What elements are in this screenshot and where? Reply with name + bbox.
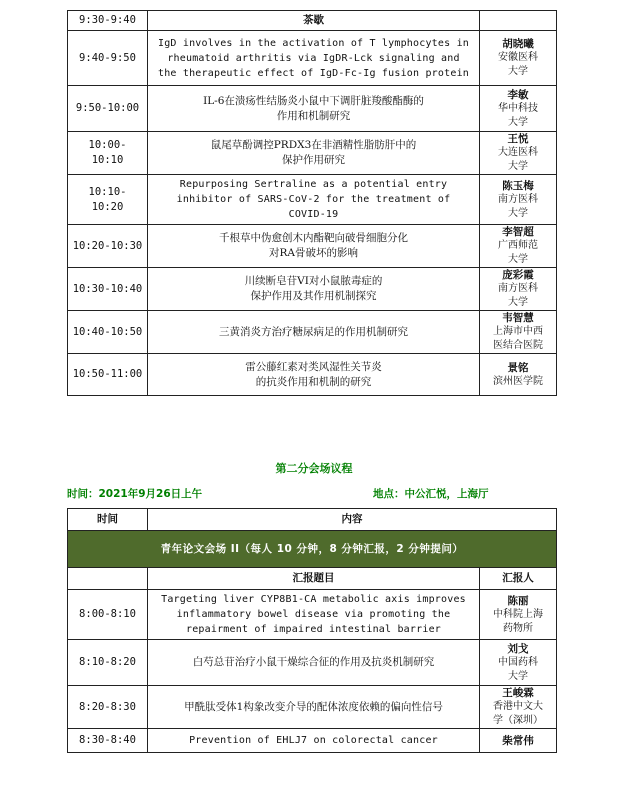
- talk-title: 甲酰肽受体1构象改变介导的配体浓度依赖的偏向性信号: [148, 686, 480, 729]
- speaker-affiliation: 大学: [508, 297, 528, 308]
- talk-title: 三黄消炎方治疗糖尿病足的作用机制研究: [148, 311, 480, 354]
- agenda-table-1: [67, 10, 557, 396]
- speaker-cell: [480, 175, 557, 225]
- talk-title: Targeting liver CYP8B1-CA metabolic axis improves inflammatory bowel disease via promoting the repairment of impaired intestinal barrier: [148, 590, 480, 640]
- speaker-cell: [480, 86, 557, 132]
- session-location: 地点：中公汇悦，上海厅: [373, 488, 489, 500]
- speaker-affiliation: 安徽医科: [498, 52, 538, 63]
- speaker-affiliation: 香港中文大: [493, 701, 543, 712]
- speaker-affiliation: 中科院上海: [493, 608, 543, 620]
- time-cell: 10:10- 10:20: [68, 175, 148, 225]
- speaker-cell: [480, 686, 557, 729]
- time-cell: 10:20-10:30: [68, 225, 148, 268]
- speaker-name: 庞彩霞: [502, 269, 534, 281]
- speaker-affiliation: 大学: [508, 254, 528, 265]
- subheader-empty: [68, 568, 148, 590]
- time-cell: 8:30-8:40: [68, 729, 148, 753]
- subheader-speaker: 汇报人: [480, 568, 557, 590]
- table-row: [68, 686, 557, 729]
- speaker-cell: [480, 729, 557, 753]
- speaker-affiliation: 大学: [508, 161, 528, 172]
- table-row: [68, 175, 557, 225]
- speaker-affiliation: 南方医科: [498, 193, 538, 205]
- time-cell: 9:40-9:50: [68, 31, 148, 86]
- time-cell: 9:50-10:00: [68, 86, 148, 132]
- time-cell: 8:00-8:10: [68, 590, 148, 640]
- table-row: [68, 31, 557, 86]
- speaker-cell: [480, 354, 557, 396]
- table-row: [68, 640, 557, 686]
- subheader-title: 汇报题目: [148, 568, 480, 590]
- speaker-affiliation: 药物所: [503, 622, 533, 634]
- talk-title: 千根草中伪愈创木内酯靶向破骨细胞分化 对RA骨破坏的影响: [148, 225, 480, 268]
- table-row: [68, 11, 557, 31]
- table-row: [68, 268, 557, 311]
- table-row: [68, 225, 557, 268]
- table-row: [68, 729, 557, 753]
- speaker-cell: [480, 268, 557, 311]
- talk-title: 鼠尾草酚调控PRDX3在非酒精性脂肪肝中的 保护作用研究: [148, 132, 480, 175]
- speaker-affiliation: 滨州医学院: [493, 375, 543, 387]
- time-cell: 10:50-11:00: [68, 354, 148, 396]
- speaker-name: 胡晓曦: [502, 38, 534, 50]
- speaker-name: 王峻霖: [502, 687, 534, 699]
- speaker-affiliation: 大学: [508, 207, 528, 219]
- time-cell: 8:10-8:20: [68, 640, 148, 686]
- speaker-name: 李智超: [502, 226, 534, 238]
- speaker-name: 景铭: [507, 361, 529, 374]
- speaker-cell: [480, 11, 557, 31]
- speaker-cell: [480, 31, 557, 86]
- time-cell: 10:40-10:50: [68, 311, 148, 354]
- talk-title: 川续断皂苷VI对小鼠脓毒症的 保护作用及其作用机制探究: [148, 268, 480, 311]
- speaker-affiliation: 大学: [508, 116, 528, 128]
- speaker-affiliation: 大学: [508, 670, 528, 682]
- session-time: 时间：2021年9月26日上午: [67, 488, 203, 500]
- time-cell: 10:00- 10:10: [68, 132, 148, 175]
- speaker-cell: [480, 640, 557, 686]
- speaker-name: 陈玉梅: [502, 179, 534, 192]
- speaker-cell: [480, 225, 557, 268]
- talk-title: Repurposing Sertraline as a potential entry inhibitor of SARS-CoV-2 for the treatment of COVID-19: [148, 175, 480, 225]
- speaker-affiliation: 广西师范: [498, 240, 538, 251]
- speaker-name: 王悦: [507, 133, 529, 145]
- talk-title: 白芍总苷治疗小鼠干燥综合征的作用及抗炎机制研究: [148, 640, 480, 686]
- time-cell: 10:30-10:40: [68, 268, 148, 311]
- subheader-row: [68, 568, 557, 590]
- table-row: [68, 311, 557, 354]
- speaker-affiliation: 南方医科: [498, 283, 538, 294]
- table-row: [68, 86, 557, 132]
- speaker-affiliation: 中国药科: [498, 656, 538, 668]
- speaker-name: 柴常伟: [502, 734, 534, 747]
- talk-title: Prevention of EHLJ7 on colorectal cancer: [148, 729, 480, 753]
- speaker-affiliation: 大学: [508, 66, 528, 77]
- time-cell: 8:20-8:30: [68, 686, 148, 729]
- agenda-table-2: [67, 508, 557, 753]
- speaker-affiliation: 学（深圳）: [493, 715, 543, 726]
- speaker-name: 刘戈: [507, 642, 529, 655]
- section-title: 第二分会场议程: [275, 462, 353, 475]
- speaker-name: 陈丽: [507, 594, 529, 607]
- talk-title: IL-6在溃疡性结肠炎小鼠中下调肝脏羧酸酯酶的 作用和机制研究: [148, 86, 480, 132]
- speaker-name: 韦智慧: [502, 312, 534, 324]
- talk-title: IgD involves in the activation of T lymphocytes in rheumatoid arthritis via IgDR-Lck signaling and the therapeutic effect of IgD-Fc-Ig fusion protein: [148, 31, 480, 86]
- table-row: [68, 590, 557, 640]
- speaker-affiliation: 华中科技: [498, 102, 538, 114]
- talk-title: 雷公藤红素对类风湿性关节炎 的抗炎作用和机制的研究: [148, 354, 480, 396]
- time-cell: 9:30-9:40: [68, 11, 148, 31]
- speaker-affiliation: 上海市中西: [493, 326, 543, 337]
- table-row: [68, 354, 557, 396]
- speaker-cell: [480, 311, 557, 354]
- speaker-cell: [480, 132, 557, 175]
- speaker-affiliation: 医结合医院: [493, 340, 543, 351]
- header-time: 时间: [68, 509, 148, 531]
- session-banner: 青年论文会场 II（每人 10 分钟，8 分钟汇报，2 分钟提问）: [68, 531, 557, 568]
- break-cell: 茶歇: [148, 11, 480, 31]
- table-header-row: [68, 509, 557, 531]
- table-row: [68, 132, 557, 175]
- header-content: 内容: [148, 509, 557, 531]
- speaker-affiliation: 大连医科: [498, 147, 538, 158]
- speaker-cell: [480, 590, 557, 640]
- speaker-name: 李敏: [507, 88, 529, 101]
- session-banner-row: [68, 531, 557, 568]
